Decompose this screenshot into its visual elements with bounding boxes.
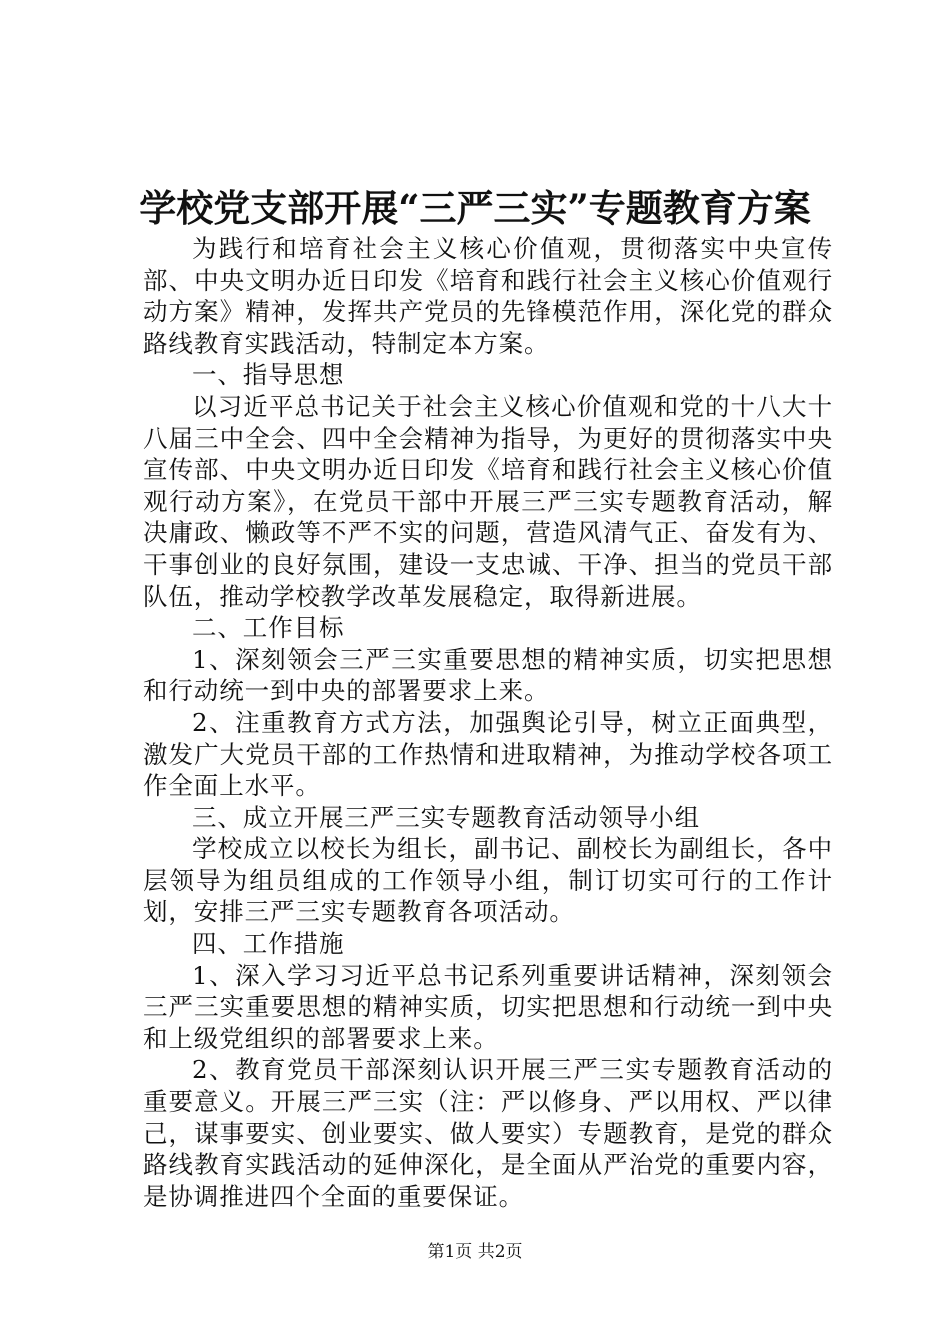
paragraph-intro: 为践行和培育社会主义核心价值观，贯彻落实中央宣传部、中央文明办近日印发《培育和践行社会主义核心价值观行动方案》精神，发挥共产党员的先锋模范作用，深化党的群众路线教育实践活动，特制定本方案。 [143, 234, 833, 358]
document-body [143, 233, 833, 1212]
page-number-footer: 第1页 共2页 [427, 1242, 523, 1262]
paragraph-guiding-ideology: 以习近平总书记关于社会主义核心价值观和党的十八大十八届三中全会、四中全会精神为指导，为更好的贯彻落实中央宣传部、中央文明办近日印发《培育和践行社会主义核心价值观行动方案》，在党员干部中开展三严三实专题教育活动，解决庸政、懒政等不严不实的问题，营造风清气正、奋发有为、干事创业的良好氛围，建设一支忠诚、干净、担当的党员干部队伍，推动学校教学改革发展稳定，取得新进展。 [143, 391, 833, 611]
paragraph-measure-2: 2、教育党员干部深刻认识开展三严三实专题教育活动的重要意义。开展三严三实（注：严以修身、严以用权、严以律己，谋事要实、创业要实、做人要实）专题教育，是党的群众路线教育实践活动的延伸深化，是全面从严治党的重要内容，是协调推进四个全面的重要保证。 [143, 1055, 833, 1211]
section-heading-2: 二、工作目标 [192, 613, 345, 643]
paragraph-measure-1: 1、深入学习习近平总书记系列重要讲话精神，深刻领会三严三实重要思想的精神实质，切实把思想和行动统一到中央和上级党组织的部署要求上来。 [143, 960, 833, 1053]
paragraph-leadership-group: 学校成立以校长为组长，副书记、副校长为副组长，各中层领导为组员组成的工作领导小组，制订切实可行的工作计划，安排三严三实专题教育各项活动。 [143, 834, 833, 927]
section-heading-1: 一、指导思想 [192, 360, 345, 390]
paragraph-goal-2: 2、注重教育方式方法，加强舆论引导，树立正面典型，激发广大党员干部的工作热情和进取精神，为推动学校各项工作全面上水平。 [143, 707, 833, 801]
paragraph-goal-1: 1、深刻领会三严三实重要思想的精神实质，切实把思想和行动统一到中央的部署要求上来。 [143, 644, 833, 706]
document-title: 学校党支部开展“三严三实”专题教育方案 [139, 186, 811, 230]
section-heading-4: 四、工作措施 [192, 929, 345, 959]
section-heading-3: 三、成立开展三严三实专题教育活动领导小组 [192, 802, 700, 832]
